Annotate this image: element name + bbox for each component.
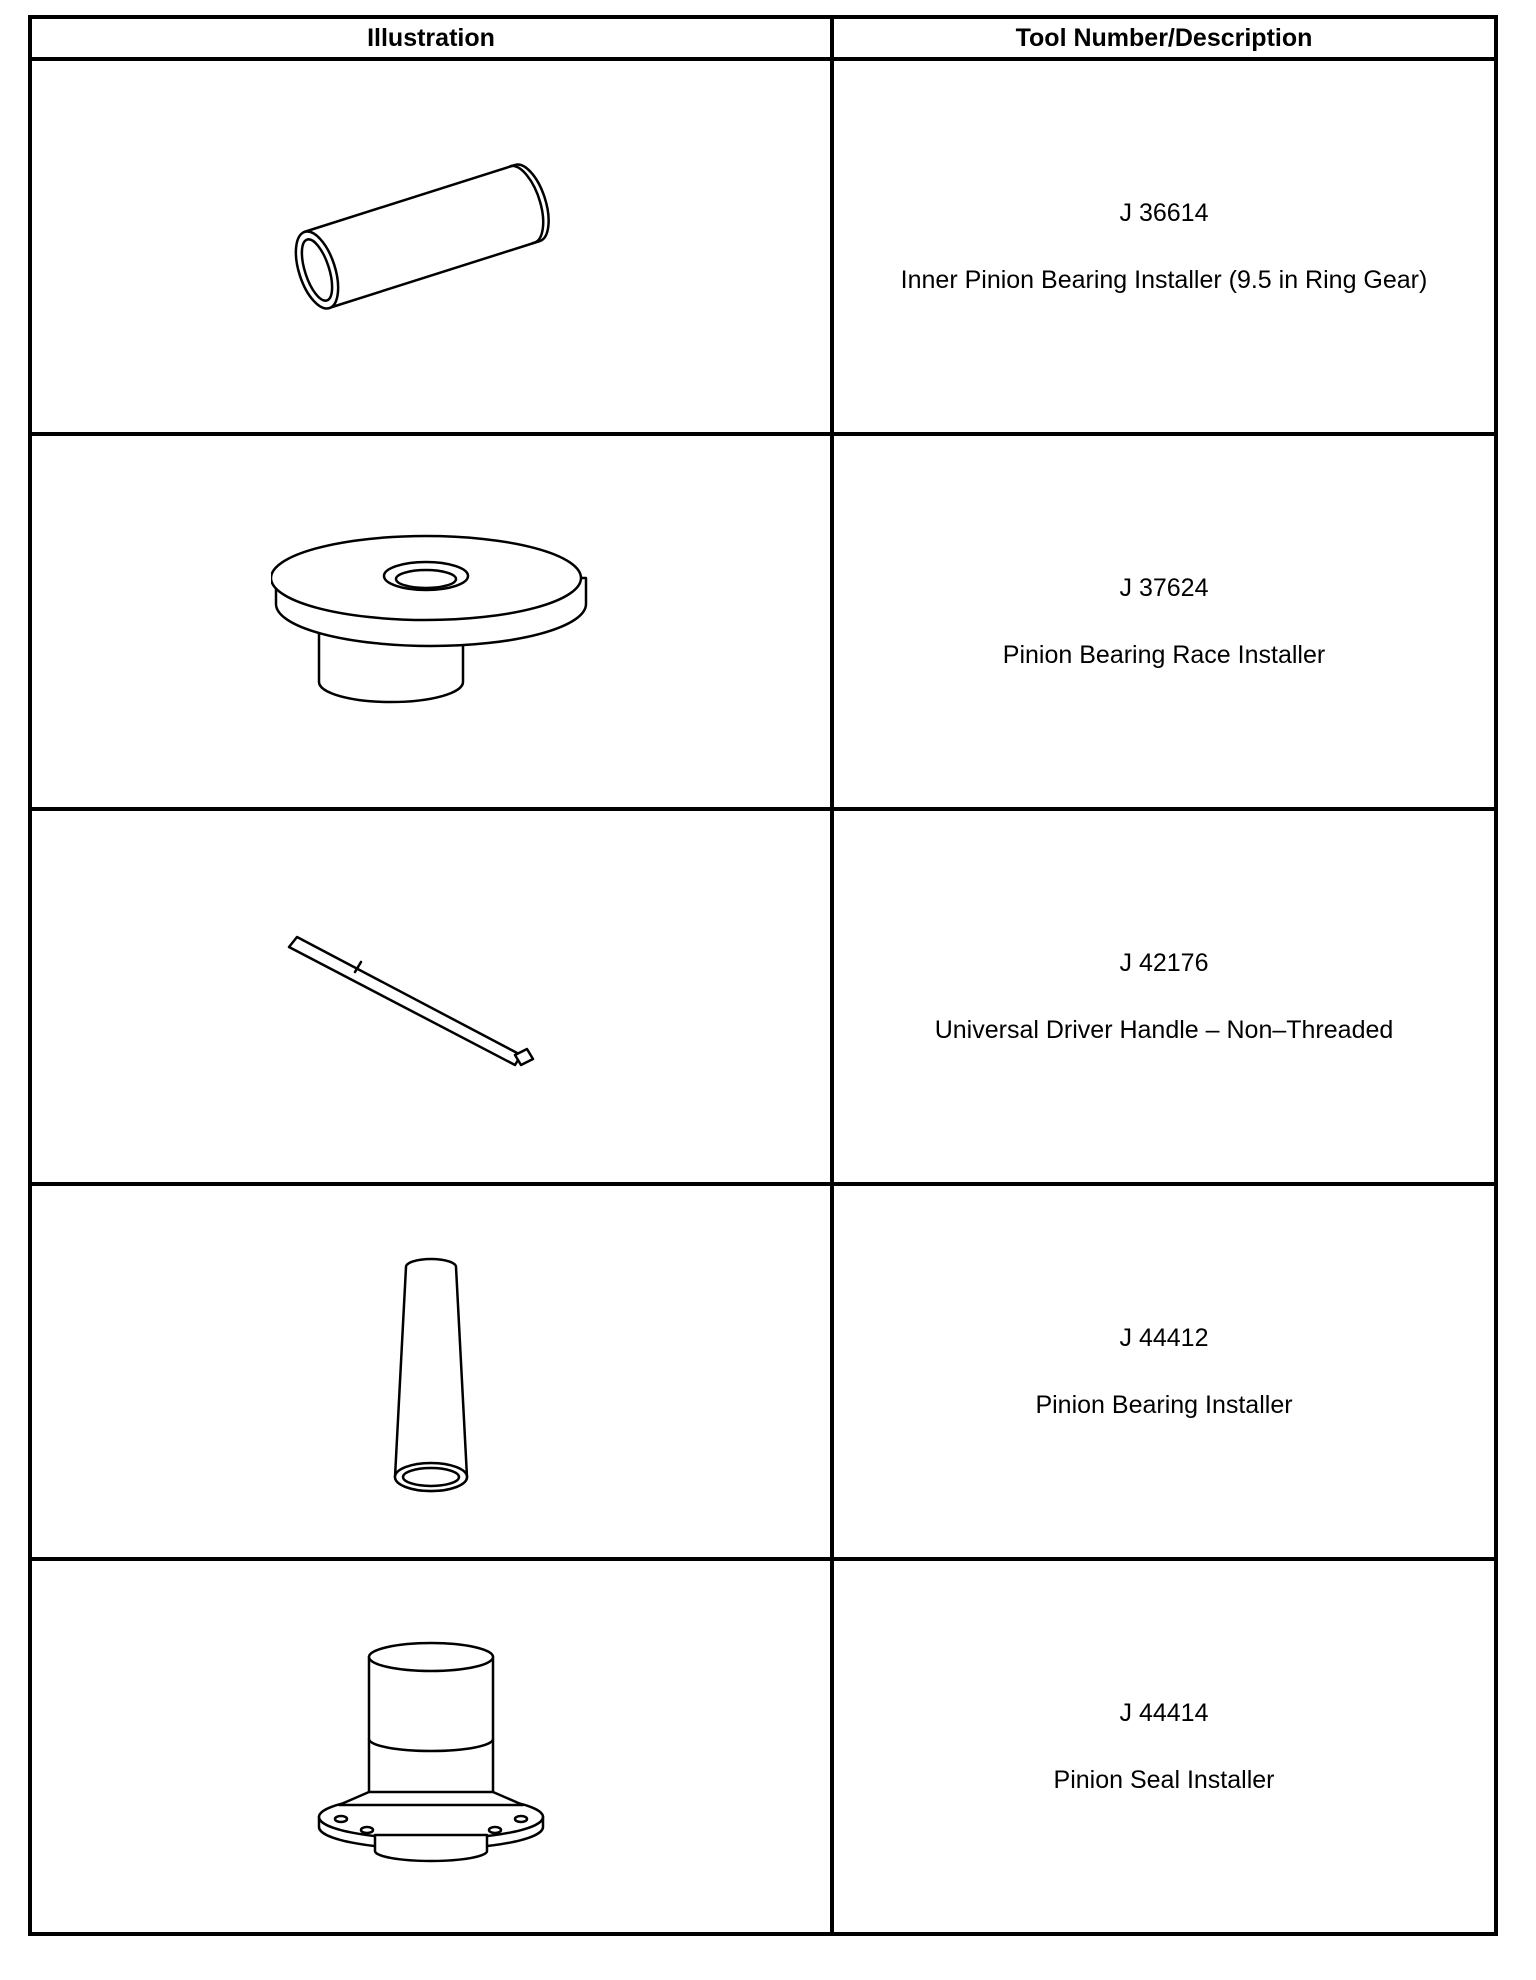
driver-handle-icon — [271, 897, 591, 1097]
table-row — [30, 434, 1496, 809]
illustration-cell — [30, 434, 832, 809]
illustration-cell — [30, 1559, 832, 1934]
race-installer-icon — [271, 522, 591, 722]
description-cell — [832, 1559, 1496, 1934]
tool-description: Inner Pinion Bearing Installer (9.5 in Ring Gear) — [900, 265, 1428, 294]
tool-description: Pinion Bearing Installer — [1035, 1390, 1293, 1419]
tool-column-header: Tool Number/Description — [832, 17, 1496, 59]
table-header-row — [30, 17, 1496, 59]
table-row — [30, 1559, 1496, 1934]
tool-number: J 44414 — [1119, 1698, 1209, 1727]
description-cell — [832, 434, 1496, 809]
tool-description: Pinion Bearing Race Installer — [1002, 640, 1326, 669]
special-tools-table — [28, 15, 1498, 1936]
description-cell — [832, 809, 1496, 1184]
description-cell — [832, 59, 1496, 434]
tube-installer-icon — [271, 147, 591, 347]
seal-installer-icon — [311, 1627, 551, 1867]
illustration-column-header: Illustration — [30, 17, 832, 59]
tool-description: Universal Driver Handle – Non–Threaded — [934, 1015, 1394, 1044]
description-cell — [832, 1184, 1496, 1559]
illustration-cell — [30, 1184, 832, 1559]
tool-description: Pinion Seal Installer — [1053, 1765, 1275, 1794]
illustration-cell — [30, 59, 832, 434]
tool-number: J 37624 — [1119, 573, 1209, 602]
table-row — [30, 1184, 1496, 1559]
tool-number: J 44412 — [1119, 1323, 1209, 1352]
table-row — [30, 59, 1496, 434]
illustration-cell — [30, 809, 832, 1184]
tool-number: J 42176 — [1119, 948, 1209, 977]
bearing-installer-icon — [351, 1237, 511, 1507]
table-row — [30, 809, 1496, 1184]
tool-number: J 36614 — [1119, 198, 1209, 227]
